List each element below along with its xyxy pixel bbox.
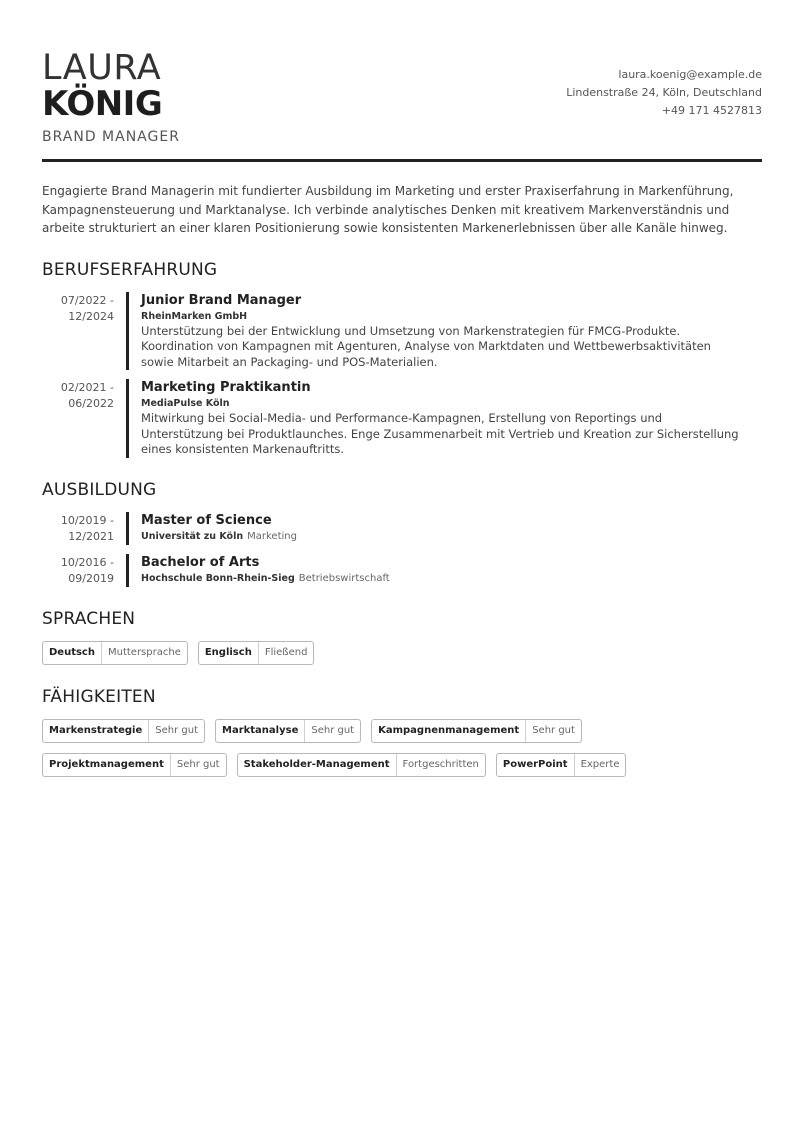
skill-name: Projektmanagement xyxy=(43,754,171,776)
experience-entry xyxy=(42,379,762,458)
skills-tags xyxy=(42,719,752,777)
entry-date-start: 07/2022 - xyxy=(60,293,114,307)
entry-description: Mitwirkung bei Social-Media- und Performance-Kampagnen, Erstellung von Reportings und Unterstützung bei Produktlaunches. Enge Zusammenarbeit mit Vertrieb und Kreation zur Sicherstellung eines konsistenten Markenauftritts. xyxy=(141,411,739,456)
entry-date-start: 10/2019 - xyxy=(60,513,114,527)
education-entry xyxy=(42,512,762,545)
skill-level: Fortgeschritten xyxy=(402,758,479,770)
entry-title: Master of Science xyxy=(141,512,272,528)
contact-email[interactable]: laura.koenig@example.de xyxy=(618,68,762,81)
skill-name: Stakeholder-Management xyxy=(238,754,397,776)
entry-date-end: 09/2019 xyxy=(68,571,114,585)
institution-name: Hochschule Bonn-Rhein-Sieg xyxy=(141,572,295,584)
entry-date xyxy=(42,379,126,458)
entry-organization xyxy=(141,571,762,586)
entry-title: Bachelor of Arts xyxy=(141,554,260,570)
contact-block xyxy=(566,66,762,120)
language-tag xyxy=(198,641,315,665)
skill-name: PowerPoint xyxy=(497,754,575,776)
skill-tag xyxy=(496,753,627,777)
entry-organization: MediaPulse Köln xyxy=(141,398,230,409)
experience-section-title: BERUFSERFAHRUNG xyxy=(42,259,218,280)
skill-name: Kampagnenmanagement xyxy=(372,720,526,742)
entry-date-start: 10/2016 - xyxy=(60,555,114,569)
contact-address: Lindenstraße 24, Köln, Deutschland xyxy=(566,86,762,99)
skill-tag xyxy=(237,753,486,777)
education-list xyxy=(42,512,762,587)
skill-name: Marktanalyse xyxy=(216,720,305,742)
entry-date xyxy=(42,512,126,545)
skill-tag xyxy=(42,719,205,743)
entry-date-end: 12/2021 xyxy=(68,529,114,543)
entry-body xyxy=(126,554,762,587)
languages-section-title: SPRACHEN xyxy=(42,608,136,629)
entry-date-end: 06/2022 xyxy=(68,397,114,410)
entry-body xyxy=(126,379,762,458)
language-name: Deutsch xyxy=(43,642,102,664)
skill-level: Sehr gut xyxy=(176,758,220,770)
entry-title: Marketing Praktikantin xyxy=(141,380,311,395)
language-level: Fließend xyxy=(264,646,308,658)
entry-date-end: 12/2024 xyxy=(68,309,114,323)
entry-body xyxy=(126,292,762,371)
entry-body xyxy=(126,512,762,545)
education-section-title: AUSBILDUNG xyxy=(42,479,157,500)
last-name: KÖNIG xyxy=(42,84,163,124)
language-name: Englisch xyxy=(199,642,259,664)
skill-level: Sehr gut xyxy=(155,724,198,736)
institution-name: Universität zu Köln xyxy=(141,530,244,542)
entry-date xyxy=(42,554,126,587)
entry-date xyxy=(42,292,126,371)
skill-tag xyxy=(371,719,582,743)
languages-tags xyxy=(42,641,762,665)
language-tag xyxy=(42,641,188,665)
skills-section-title: FÄHIGKEITEN xyxy=(42,686,156,707)
language-level: Muttersprache xyxy=(107,646,181,658)
contact-phone[interactable]: +49 171 4527813 xyxy=(661,104,762,117)
entry-organization: RheinMarken GmbH xyxy=(141,310,248,322)
skill-level: Experte xyxy=(580,758,620,770)
skill-level: Sehr gut xyxy=(532,724,575,736)
experience-list xyxy=(42,292,762,458)
education-entry xyxy=(42,554,762,587)
experience-entry xyxy=(42,292,762,371)
field-of-study: Betriebswirtschaft xyxy=(298,572,390,584)
skill-tag xyxy=(215,719,361,743)
entry-date-start: 02/2021 - xyxy=(60,381,114,394)
entry-title: Junior Brand Manager xyxy=(141,292,302,308)
job-title: BRAND MANAGER xyxy=(42,129,180,145)
resume-header xyxy=(42,0,762,162)
first-name: LAURA xyxy=(42,48,162,88)
entry-organization xyxy=(141,529,762,544)
skill-name: Markenstrategie xyxy=(43,720,149,742)
field-of-study: Marketing xyxy=(247,530,297,542)
profile-summary: Engagierte Brand Managerin mit fundierter Ausbildung im Marketing und erster Praxiserfahrung in Markenführung, Kampagnensteuerung und Marktanalyse. Ich verbinde analytisches Denken mit kreativem Markenverständnis und arbeite strukturiert an einer klaren Positionierung sowie konsistenten Markenerlebnissen über alle Kanäle hinweg. xyxy=(42,184,734,235)
entry-description: Unterstützung bei der Entwicklung und Umsetzung von Markenstrategien für FMCG-Produkte. Koordination von Kampagnen mit Agenturen, Analyse von Marktdaten und Wettbewerbsaktivitäten sowie Mitarbeit an Packaging- und POS-Materialien. xyxy=(141,323,711,369)
skill-level: Sehr gut xyxy=(311,724,355,736)
skill-tag xyxy=(42,753,227,777)
